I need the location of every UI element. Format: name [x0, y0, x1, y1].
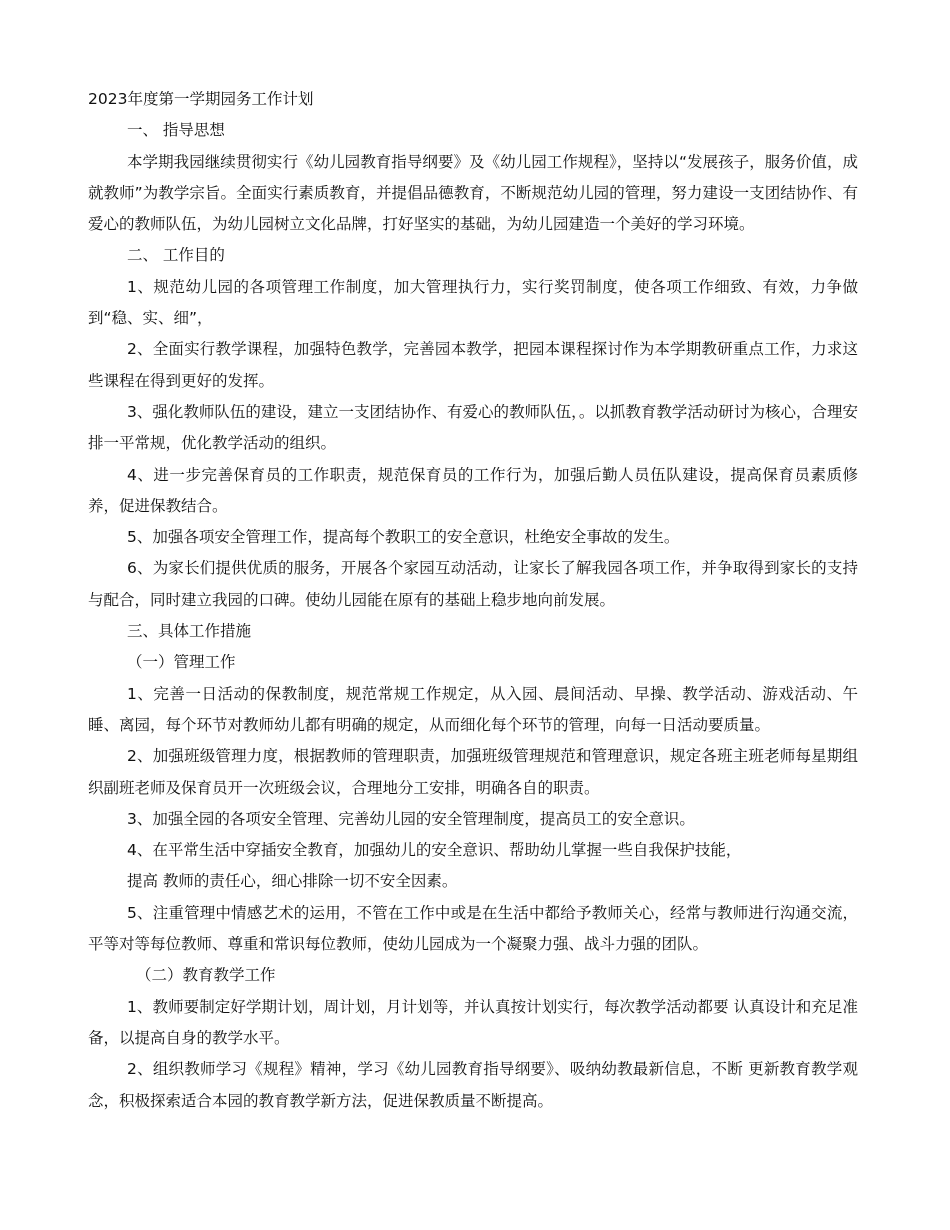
- list-item: 1、完善一日活动的保教制度，规范常规工作规定，从入园、晨间活动、早操、教学活动、游戏活动、午睡、离园，每个环节对教师幼儿都有明确的规定，从而细化每个环节的管理，向每一日活动要质量。: [88, 684, 858, 734]
- section-heading: 一、 指导思想: [127, 121, 225, 140]
- subsection-heading: （二）教育教学工作: [136, 966, 276, 985]
- list-item-continuation: 提高 教师的责任心，细心排除一切不安全因素。: [127, 872, 458, 891]
- list-item: 5、加强各项安全管理工作，提高每个教职工的安全意识，杜绝安全事故的发生。: [127, 528, 680, 547]
- list-item: 4、进一步完善保育员的工作职责，规范保育员的工作行为，加强后勤人员伍队建设，提高保育员素质修养，促进保教结合。: [88, 465, 858, 515]
- section-heading: 三、具体工作措施: [127, 622, 252, 641]
- document-body: [88, 84, 858, 1117]
- list-item: 1、教师要制定好学期计划，周计划，月计划等，并认真按计划实行，每次教学活动都要 认真设计和充足准备，以提高自身的教学水平。: [88, 997, 858, 1047]
- list-item: 1、规范幼儿园的各项管理工作制度，加大管理执行力，实行奖罚制度，使各项工作细致、有效，力争做到“稳、实、细”，: [88, 277, 858, 328]
- document-title: 2023年度第一学期园务工作计划: [88, 90, 314, 108]
- subsection-heading: （一）管理工作: [127, 653, 236, 672]
- list-item: 2、加强班级管理力度，根据教师的管理职责，加强班级管理规范和管理意识，规定各班主班老师每星期组织副班老师及保育员开一次班级会议，合理地分工安排，明确各自的职责。: [88, 747, 858, 797]
- list-item: 2、组织教师学习《规程》精神，学习《幼儿园教育指导纲要》、吸纳幼教最新信息，不断 更新教育教学观念，积极探索适合本园的教育教学新方法，促进保教质量不断提高。: [88, 1060, 858, 1110]
- list-item: 3、强化教师队伍的建设，建立一支团结协作、有爱心的教师队伍，。以抓教育教学活动研讨为核心，合理安排一平常规，优化教学活动的组织。: [88, 402, 858, 453]
- list-item: 2、全面实行教学课程，加强特色教学，完善园本教学，把园本课程探讨作为本学期教研重点工作，力求这些课程在得到更好的发挥。: [88, 340, 858, 390]
- list-item: 6、为家长们提供优质的服务，开展各个家园互动活动，让家长了解我园各项工作，并争取得到家长的支持与配合，同时建立我园的口碑。使幼儿园能在原有的基础上稳步地向前发展。: [88, 559, 858, 609]
- section-heading: 二、 工作目的: [127, 246, 225, 265]
- paragraph: 本学期我园继续贯彻实行《幼儿园教育指导纲要》及《幼儿园工作规程》，坚持以“发展孩子，服务价值，成就教师”为教学宗旨。全面实行素质教育，并提倡品德教育，不断规范幼儿园的管理，努力建设一支团结协作、有爱心的教师队伍，为幼儿园树立文化品牌，打好坚实的基础，为幼儿园建造一个美好的学习环境。: [88, 152, 858, 234]
- list-item: 5、注重管理中情感艺术的运用，不管在工作中或是在生活中都给予教师关心，经常与教师进行沟通交流，平等对等每位教师、尊重和常识每位教师，使幼儿园成为一个凝聚力强、战斗力强的团队。: [88, 903, 858, 954]
- list-item: 3、加强全园的各项安全管理、完善幼儿园的安全管理制度，提高员工的安全意识。: [127, 809, 695, 828]
- list-item: 4、在平常生活中穿插安全教育，加强幼儿的安全意识、帮助幼儿掌握一些自我保护技能，: [127, 841, 742, 860]
